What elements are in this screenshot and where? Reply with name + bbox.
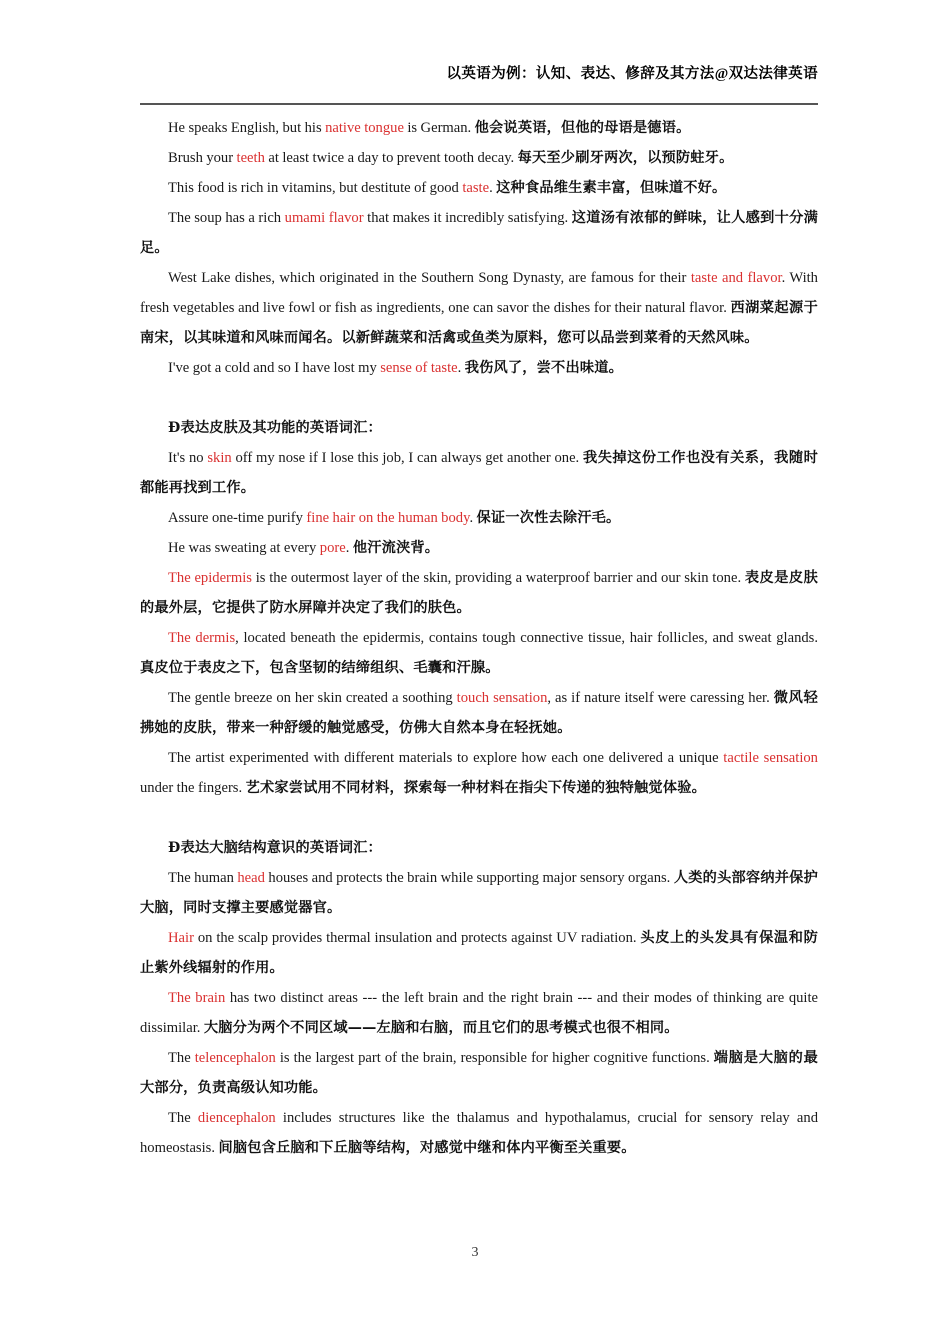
english-text-run: Assure one-time purify [168, 510, 307, 526]
highlighted-term: teeth [236, 150, 265, 166]
section-gap [140, 383, 818, 413]
highlighted-term: fine hair on the human body [306, 510, 470, 526]
english-text-run: Brush your [168, 150, 237, 166]
english-text-run: The soup has a rich [168, 210, 285, 226]
english-text-run: is German. [403, 120, 475, 136]
english-text-run: The [168, 1050, 195, 1066]
chinese-translation-run: 端脑是大脑的最大部分，负责高级认知功能。 [140, 1050, 819, 1096]
body-paragraph [140, 563, 818, 623]
chinese-translation-run: 艺术家尝试用不同材料，探索每一种材料在指尖下传递的独特触觉体验。 [245, 780, 706, 796]
body-paragraph [140, 1103, 818, 1163]
english-text-run: . With fresh vegetables and live fowl or fish as ingredients, one can savor the dishes for their natural flavor. [140, 270, 818, 316]
chinese-translation-run: 每天至少刷牙两次，以预防蛀牙。 [517, 150, 734, 166]
header-divider [140, 103, 818, 105]
chinese-translation-run: 表皮是皮肤的最外层，它提供了防水屏障并决定了我们的肤色。 [140, 570, 818, 616]
highlighted-term: taste and flavor [690, 270, 782, 286]
english-text-run: . [457, 360, 465, 376]
header-title: 以英语为例：认知、表达、修辞及其方法@双达法律英语 [446, 66, 818, 82]
body-paragraph [140, 683, 818, 743]
section-heading-label: 表达大脑结构意识的英语词汇： [180, 840, 382, 856]
chinese-translation-run: 真皮位于表皮之下，包含坚韧的结缔组织、毛囊和汗腺。 [140, 660, 500, 676]
chinese-translation-run: 他汗流浃背。 [352, 540, 440, 556]
english-text-run: West Lake dishes, which originated in the Southern Song Dynasty, are famous for their [168, 270, 691, 286]
highlighted-term: head [237, 870, 265, 886]
english-text-run: This food is rich in vitamins, but destitute of good [168, 180, 463, 196]
highlighted-term: touch sensation [456, 690, 548, 706]
section-heading [140, 833, 818, 863]
english-text-run: I've got a cold and so I have lost my [168, 360, 381, 376]
body-paragraph [140, 173, 818, 203]
chinese-translation-run: 这种食品维生素丰富，但味道不好。 [496, 180, 727, 196]
running-header [140, 62, 818, 102]
english-text-run: The gentle breeze on her skin created a soothing [168, 690, 457, 706]
english-text-run: . [345, 540, 353, 556]
body-paragraph [140, 443, 818, 503]
body-paragraph [140, 1043, 818, 1103]
chinese-translation-run: 这道汤有浓郁的鲜味，让人感到十分满足。 [140, 210, 819, 256]
body-paragraph [140, 203, 818, 263]
body-paragraph [140, 923, 818, 983]
body-paragraph [140, 863, 818, 923]
english-text-run: is the outermost layer of the skin, providing a waterproof barrier and our skin tone. [252, 570, 745, 586]
english-text-run: . [489, 180, 497, 196]
highlighted-term: The dermis [168, 630, 236, 646]
english-text-run: The human [168, 870, 238, 886]
highlighted-term: diencephalon [197, 1110, 276, 1126]
highlighted-term: umami flavor [284, 210, 364, 226]
english-text-run: He was sweating at every [168, 540, 320, 556]
page-footer [0, 1243, 950, 1261]
highlighted-term: sense of taste [380, 360, 458, 376]
chinese-translation-run: 保证一次性去除汗毛。 [476, 510, 621, 526]
chinese-translation-run: 人类的头部容纳并保护大脑，同时支撑主要感觉器官。 [140, 870, 818, 916]
body-paragraph [140, 503, 818, 533]
english-text-run: It's no [168, 450, 208, 466]
body-paragraph [140, 263, 818, 353]
english-text-run: has two distinct areas --- the left brain and the right brain --- and their modes of thinking are quite dissimilar. [140, 990, 819, 1036]
section-heading-label: 表达皮肤及其功能的英语词汇： [180, 420, 382, 436]
body-paragraph [140, 983, 818, 1043]
english-text-run: , located beneath the epidermis, contains tough connective tissue, hair follicles, and sweat glands. [235, 630, 818, 646]
highlighted-term: skin [207, 450, 232, 466]
section-gap [140, 803, 818, 833]
english-text-run: under the fingers. [140, 780, 246, 796]
section-bullet-icon: Ɖ [168, 420, 181, 436]
chinese-translation-run: 间脑包含丘脑和下丘脑等结构，对感觉中继和体内平衡至关重要。 [218, 1140, 636, 1156]
highlighted-term: Hair [168, 930, 194, 946]
page-number: 3 [471, 1245, 479, 1260]
body-paragraph [140, 143, 818, 173]
english-text-run: on the scalp provides thermal insulation and protects against UV radiation. [193, 930, 641, 946]
chinese-translation-run: 头皮上的头发具有保温和防止紫外线辐射的作用。 [140, 930, 818, 976]
chinese-translation-run: 西湖菜起源于南宋，以其味道和风味而闻名。以新鲜蔬菜和活禽或鱼类为原料，您可以品尝到菜肴的天然风味。 [140, 300, 819, 346]
english-text-run: is the largest part of the brain, responsible for higher cognitive functions. [275, 1050, 714, 1066]
chinese-translation-run: 他会说英语，但他的母语是德语。 [474, 120, 691, 136]
highlighted-term: The brain [168, 990, 226, 1006]
chinese-translation-run: 我失掉这份工作也没有关系，我随时都能再找到工作。 [140, 450, 818, 496]
english-text-run: The [168, 1110, 198, 1126]
section-heading [140, 413, 818, 443]
chinese-translation-run: 微风轻拂她的皮肤，带来一种舒缓的触觉感受，仿佛大自然本身在轻抚她。 [140, 690, 818, 736]
body-paragraph [140, 623, 818, 683]
highlighted-term: The epidermis [168, 570, 252, 586]
section-bullet-icon: Ɖ [168, 840, 181, 856]
english-text-run: houses and protects the brain while supporting major sensory organs. [264, 870, 674, 886]
english-text-run: that makes it incredibly satisfying. [363, 210, 572, 226]
highlighted-term: telencephalon [194, 1050, 276, 1066]
document-body [140, 113, 818, 1163]
english-text-run: includes structures like the thalamus and hypothalamus, crucial for sensory relay and homeostasis. [140, 1110, 818, 1156]
highlighted-term: native tongue [325, 120, 404, 136]
english-text-run: . [469, 510, 477, 526]
body-paragraph [140, 353, 818, 383]
highlighted-term: taste [462, 180, 490, 196]
english-text-run: off my nose if I lose this job, I can always get another one. [231, 450, 583, 466]
body-paragraph [140, 743, 818, 803]
body-paragraph [140, 113, 818, 143]
english-text-run: at least twice a day to prevent tooth decay. [264, 150, 518, 166]
chinese-translation-run: 我伤风了，尝不出味道。 [464, 360, 623, 376]
english-text-run: , as if nature itself were caressing her. [547, 690, 774, 706]
highlighted-term: tactile sensation [723, 750, 818, 766]
english-text-run: He speaks English, but his [168, 120, 326, 136]
body-paragraph [140, 533, 818, 563]
highlighted-term: pore [319, 540, 346, 556]
chinese-translation-run: 大脑分为两个不同区域——左脑和右脑，而且它们的思考模式也很不相同。 [203, 1020, 679, 1036]
english-text-run: The artist experimented with different materials to explore how each one delivered a unique [168, 750, 724, 766]
